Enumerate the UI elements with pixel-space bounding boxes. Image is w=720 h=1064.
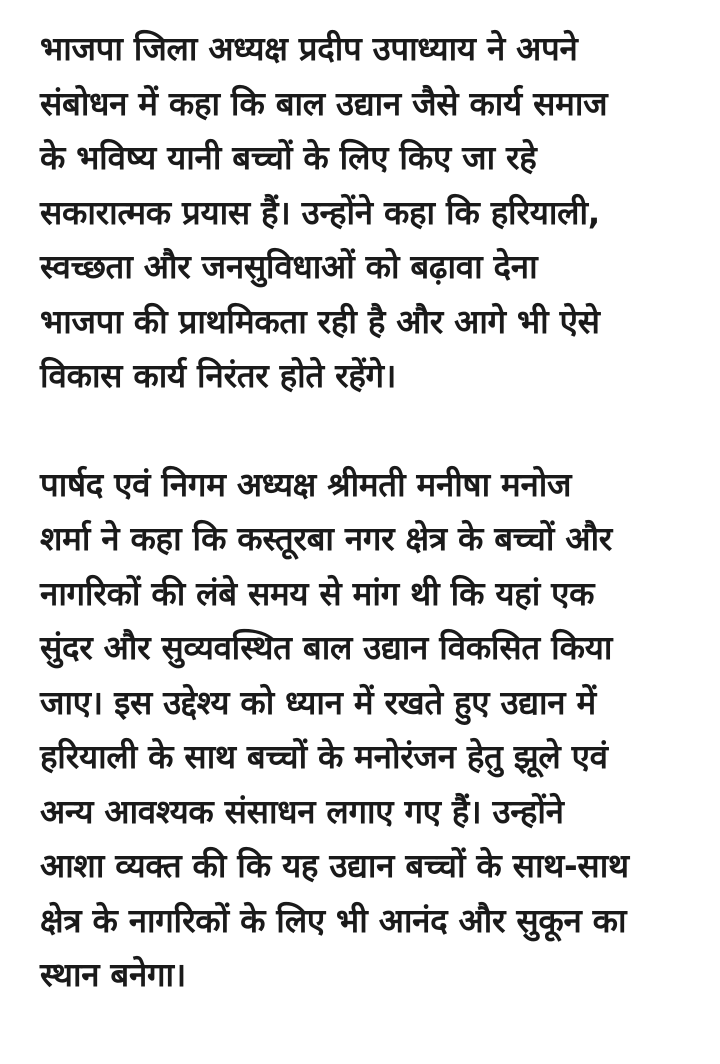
paragraph-line: स्वच्छता और जनसुविधाओं को बढ़ावा देना (40, 247, 538, 286)
paragraph-2 (40, 458, 700, 1003)
paragraph-line: जाए। इस उद्देश्य को ध्यान में रखते हुए उद्यान में (40, 682, 596, 722)
paragraph-line: भाजपा जिला अध्यक्ष प्रदीप उपाध्याय ने अपने (40, 29, 578, 68)
paragraph-line: क्षेत्र के नागरिकों के लिए भी आनंद और सुकून का (40, 900, 627, 940)
paragraph-line: नागरिकों की लंबे समय से मांग थी कि यहां एक (40, 573, 595, 613)
paragraph-line: पार्षद एवं निगम अध्यक्ष श्रीमती मनीषा मनोज (40, 464, 572, 504)
paragraph-line: आशा व्यक्त की कि यह उद्यान बच्चों के साथ-साथ (40, 846, 629, 885)
paragraph-line: हरियाली के साथ बच्चों के मनोरंजन हेतु झूले एवं (40, 737, 608, 776)
paragraph-line: अन्य आवश्यक संसाधन लगाए गए हैं। उन्होंने (40, 791, 564, 831)
paragraph-line: शर्मा ने कहा कि कस्तूरबा नगर क्षेत्र के बच्चों और (40, 519, 612, 558)
paragraph-line: स्थान बनेगा। (40, 955, 187, 994)
paragraph-line: भाजपा की प्राथमिकता रही है और आगे भी ऐसे (40, 301, 600, 341)
paragraph-line: विकास कार्य निरंतर होते रहेंगे। (40, 356, 397, 395)
paragraph-line: सुंदर और सुव्यवस्थित बाल उद्यान विकसित किया (40, 628, 613, 667)
paragraph-1 (40, 22, 700, 404)
paragraph-spacer (40, 404, 700, 458)
article-body (40, 22, 700, 1003)
paragraph-line: संबोधन में कहा कि बाल उद्यान जैसे कार्य समाज (40, 83, 608, 123)
paragraph-line: के भविष्य यानी बच्चों के लिए किए जा रहे (40, 138, 537, 177)
paragraph-line: सकारात्मक प्रयास हैं। उन्होंने कहा कि हरियाली, (40, 192, 600, 232)
